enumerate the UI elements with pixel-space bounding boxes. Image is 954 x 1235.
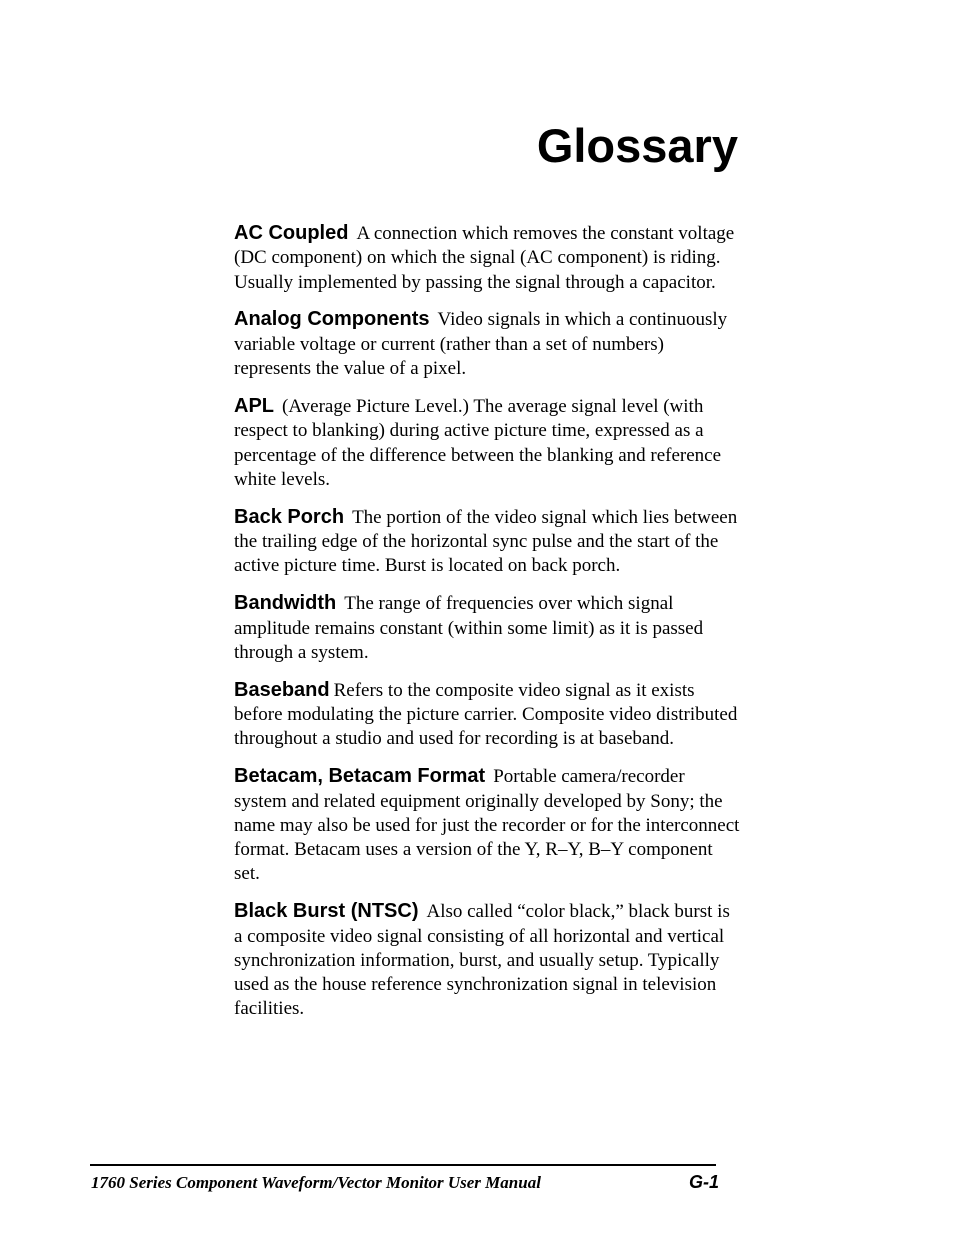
footer-page-number: G-1 (688, 1172, 719, 1192)
glossary-entry-bandwidth (234, 591, 740, 665)
glossary-definition: The range of frequencies over which signal amplitude remains constant (within some limit) as it is passed through a system. (234, 593, 704, 663)
glossary-entry-back-porch (234, 505, 740, 579)
glossary-entry-betacam (234, 764, 740, 886)
glossary-term: APL (234, 394, 274, 417)
glossary-definition: Portable camera/recorder system and related equipment originally developed by Sony; the name may also be used for just the recorder or for the interconnect format. Betacam uses a version of the Y, R–Y, B–Y component set. (234, 766, 740, 885)
glossary-term: AC Coupled (234, 222, 349, 244)
glossary-definition: (Average Picture Level.) The average signal level (with respect to blanking) during active picture time, expressed as a percentage of the difference between the blanking and reference white levels. (234, 395, 722, 490)
glossary-entry-baseband (234, 678, 740, 752)
glossary-term: Back Porch (234, 505, 345, 528)
glossary-definition: A connection which removes the constant voltage (DC component) on which the signal (AC component) is riding. Usually implemented by passing the signal through a capacitor. (234, 223, 735, 293)
glossary-definition: Video signals in which a continuously variable voltage or current (rather than a set of numbers) represents the value of a pixel. (234, 309, 728, 380)
glossary-definition: Refers to the composite video signal as it exists before modulating the picture carrier. Composite video distributed throughout a studio and used for recording is at baseband. (234, 679, 738, 750)
glossary-term: Betacam, Betacam Format (234, 765, 486, 788)
glossary-list (234, 221, 740, 1034)
glossary-entry-ac-coupled (234, 221, 740, 295)
glossary-entry-analog-components (234, 307, 740, 381)
glossary-entry-apl (234, 394, 740, 492)
glossary-term: Black Burst (NTSC) (234, 900, 419, 923)
glossary-definition: The portion of the video signal which lies between the trailing edge of the horizontal sync pulse and the start of the active picture time. Burst is located on back porch. (234, 506, 738, 577)
footer-manual-title: 1760 Series Component Waveform/Vector Monitor User Manual (91, 1173, 541, 1192)
glossary-term: Bandwidth (234, 592, 337, 615)
glossary-term: Analog Components (234, 308, 430, 331)
glossary-definition: Also called “color black,” black burst is a composite video signal consisting of all horizontal and vertical synchronization information, burst, and usually setup. Typically used as the house reference synchronization signal in television facilities. (234, 901, 730, 1020)
glossary-term: Baseband (234, 678, 330, 701)
footer-divider (90, 1164, 716, 1166)
glossary-entry-black-burst (234, 899, 740, 1021)
page-title: Glossary (536, 119, 738, 172)
